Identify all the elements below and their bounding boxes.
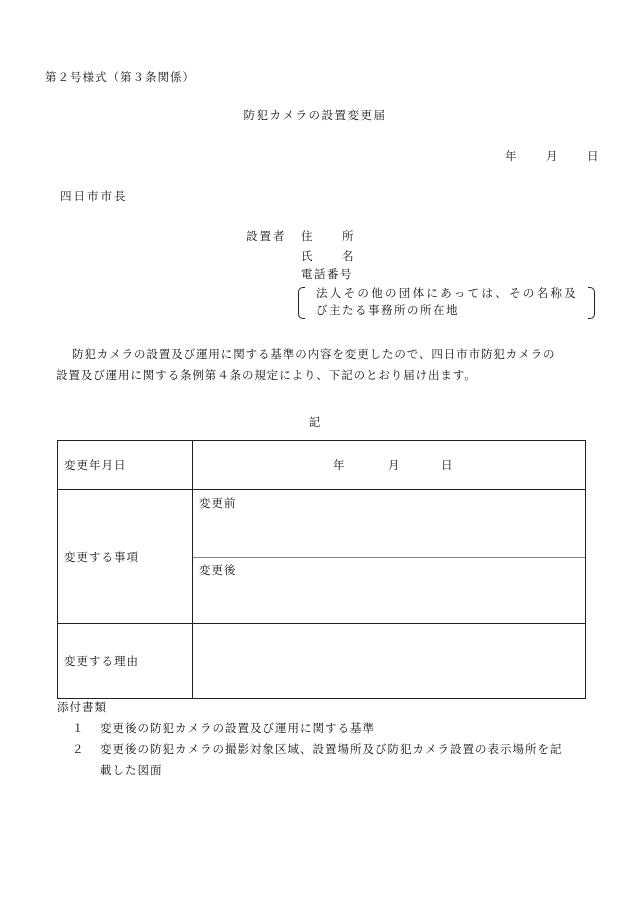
date-year: 年: [505, 149, 518, 163]
change-date-field[interactable]: [193, 441, 586, 490]
table-date-day: 日: [441, 458, 453, 472]
name-label-char2: 名: [342, 249, 355, 263]
left-bracket: [298, 287, 305, 319]
attachment-text: 変更後の防犯カメラの撮影対象区域、設置場所及び防犯カメラ設置の表示場所を記: [100, 742, 563, 756]
corporate-note-line1: 法人その他の団体にあっては、その名称及: [316, 286, 579, 300]
attachment-item: [72, 741, 563, 757]
table-date-year: 年: [333, 458, 345, 472]
addressee: 四日市市長: [60, 189, 128, 203]
name-label: [301, 248, 355, 264]
date-month: 月: [546, 149, 559, 163]
attachment-item: [72, 720, 375, 736]
address-label-char1: 住: [301, 229, 314, 243]
corporate-note: [298, 287, 595, 317]
table-row-change-item: [58, 490, 586, 624]
phone-label: 電話番号: [301, 267, 353, 281]
right-bracket: [588, 287, 595, 319]
before-after-divider: [193, 557, 585, 558]
address-label-char2: 所: [342, 229, 355, 243]
change-date-label: 変更年月日: [58, 441, 193, 490]
table-row-reason: [58, 624, 586, 699]
after-label: 変更後: [199, 563, 237, 577]
attachment-number: １: [72, 721, 85, 735]
change-item-field[interactable]: [193, 490, 586, 624]
address-label: [301, 228, 355, 244]
corporate-note-line2: び主たる事務所の所在地: [316, 303, 459, 317]
name-label-char1: 氏: [301, 249, 314, 263]
table-row-change-date: [58, 441, 586, 490]
attachment-number: ２: [72, 742, 85, 756]
ki-heading: 記: [308, 415, 322, 429]
reporter-label: 設置者: [246, 229, 287, 243]
date-day: 日: [587, 149, 600, 163]
reason-label: 変更する理由: [58, 624, 193, 699]
change-table: [57, 440, 586, 699]
attachments-title: 添付書類: [57, 700, 107, 714]
document-title: 防犯カメラの設置変更届: [243, 108, 387, 122]
reason-field[interactable]: [193, 624, 586, 699]
change-item-label: 変更する事項: [58, 490, 193, 624]
attachment-text: 変更後の防犯カメラの設置及び運用に関する基準: [100, 721, 375, 735]
attachment-text-continued: 載した図面: [100, 763, 163, 777]
body-line2: 設置及び運用に関する条例第４条の規定により、下記のとおり届け出ます。: [56, 368, 477, 382]
form-number: 第２号様式（第３条関係）: [45, 70, 195, 84]
before-label: 変更前: [199, 496, 237, 510]
table-date-month: 月: [388, 458, 400, 472]
body-paragraph: [56, 344, 601, 386]
body-line1: 防犯カメラの設置及び運用に関する基準の内容を変更したので、四日市市防犯カメラの: [72, 347, 556, 361]
